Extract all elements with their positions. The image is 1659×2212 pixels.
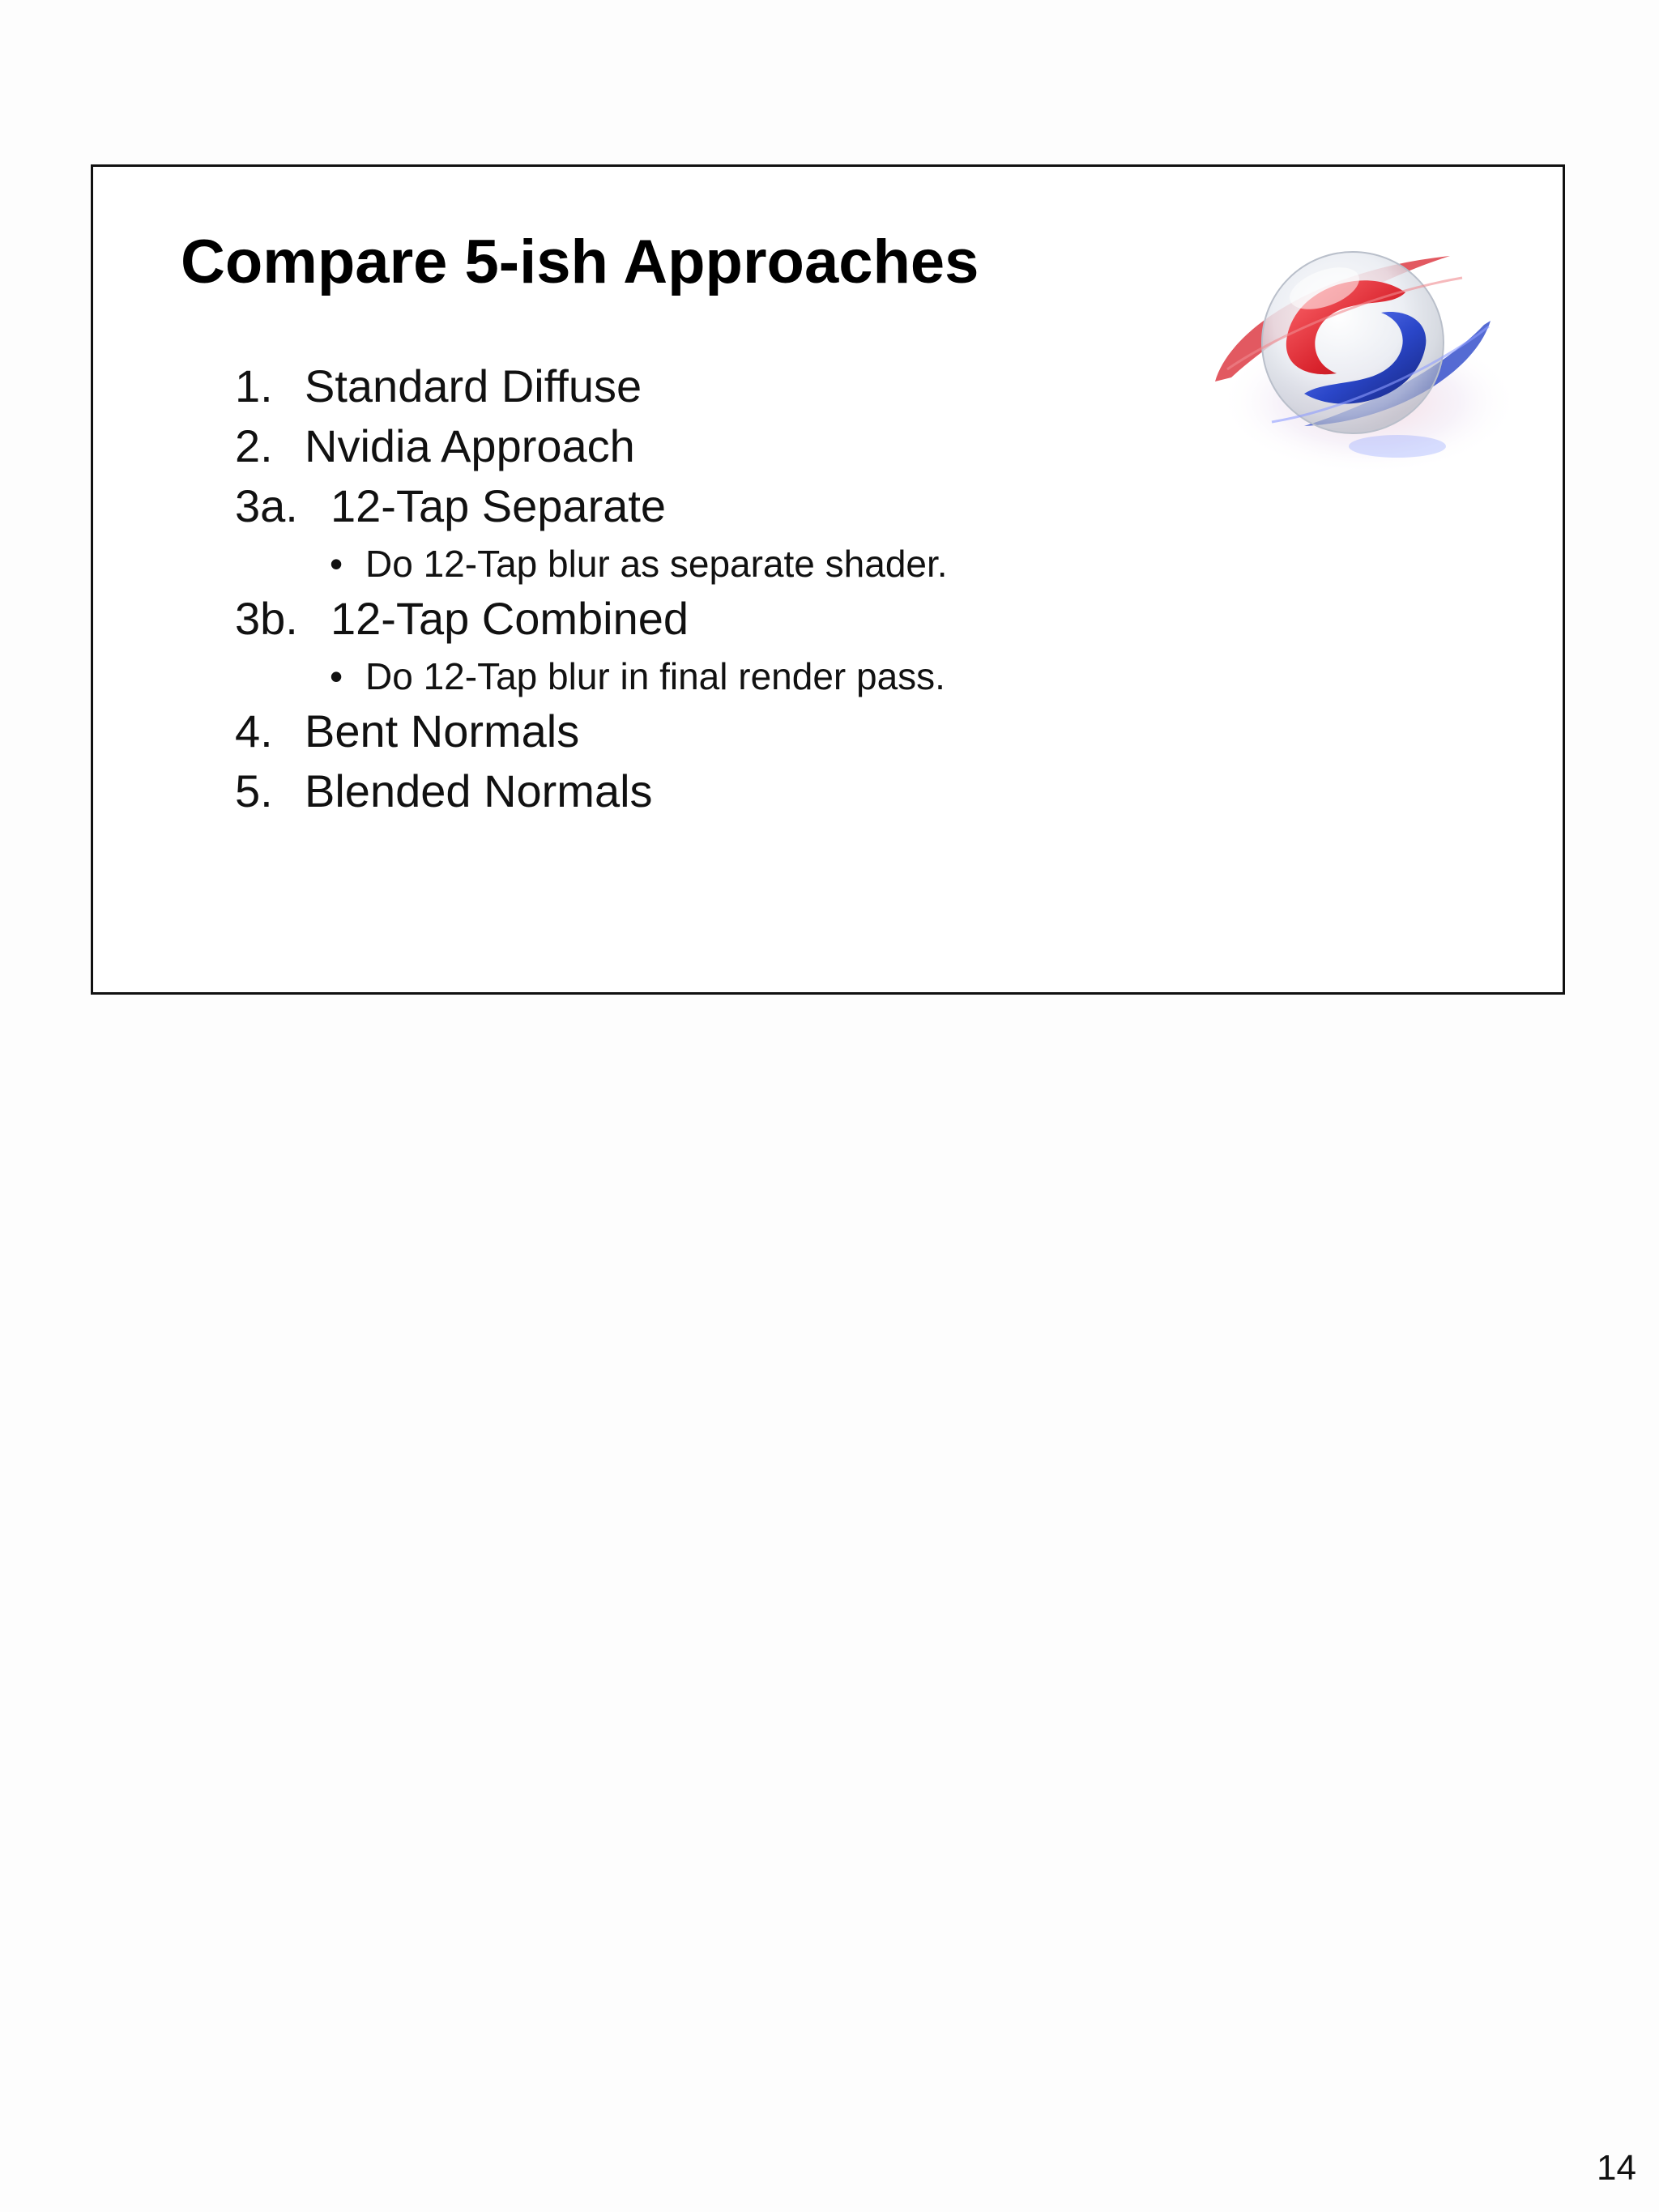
list-item-label: 12-Tap Separate: [331, 480, 667, 531]
bullet-icon: •: [330, 655, 343, 697]
list-item-label: 12-Tap Combined: [331, 593, 689, 644]
list-item: [235, 420, 635, 471]
list-item-number: 5.: [235, 765, 273, 816]
list-item-number: 2.: [235, 420, 273, 471]
list-item-label: Blended Normals: [305, 765, 653, 816]
page-number: 14: [1597, 2148, 1636, 2188]
list-item: [235, 593, 689, 644]
sub-bullet: [330, 543, 948, 585]
sub-bullet: [330, 655, 945, 697]
list-item-label: Standard Diffuse: [305, 360, 642, 411]
sub-bullet-text: Do 12-Tap blur in final render pass.: [365, 655, 945, 697]
slide-frame: [91, 164, 1565, 995]
list-item-number: 1.: [235, 360, 273, 411]
list-item: [235, 480, 667, 531]
bullet-icon: •: [330, 543, 343, 585]
list-item-label: Nvidia Approach: [305, 420, 635, 471]
list-item-number: 3b.: [235, 593, 298, 644]
list-item: [235, 360, 642, 411]
list-item-label: Bent Normals: [305, 705, 580, 757]
sub-bullet-text: Do 12-Tap blur as separate shader.: [365, 543, 948, 585]
list-item: [235, 705, 580, 757]
list-item-number: 3a.: [235, 480, 298, 531]
list-item-number: 4.: [235, 705, 273, 757]
swirl-sphere-logo-icon: [1183, 203, 1515, 491]
slide-title: Compare 5-ish Approaches: [181, 228, 979, 296]
list-item: [235, 765, 653, 816]
